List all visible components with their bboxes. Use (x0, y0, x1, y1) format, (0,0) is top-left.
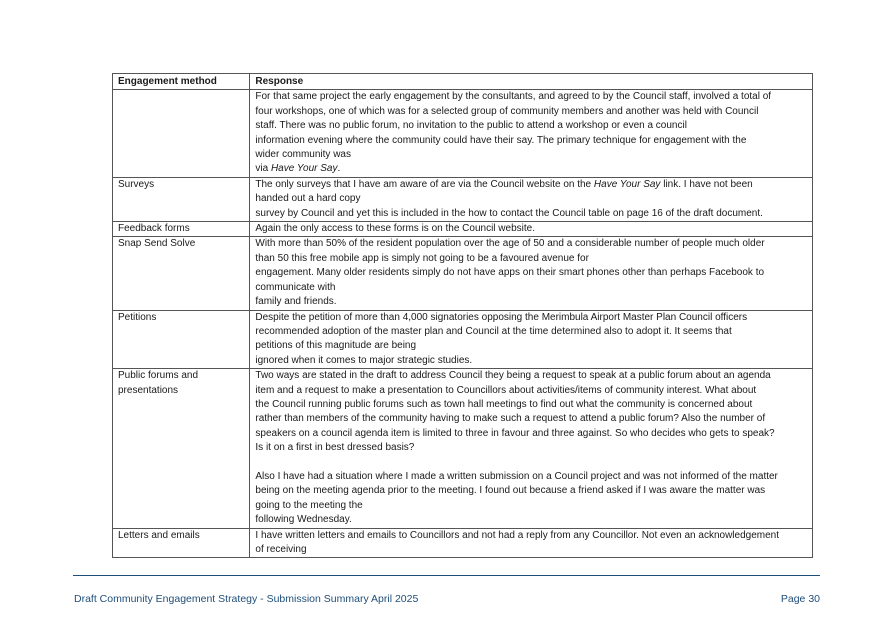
method-line: Petitions (118, 311, 157, 323)
response-line: For that same project the early engagement by the consultants, and agreed to by the Council staff, involved a total of (255, 91, 772, 103)
response-line: Despite the petition of more than 4,000 signatories opposing the Merimbula Airport Master Plan Council officers (255, 311, 748, 323)
engagement-method-cell (113, 310, 250, 369)
response-line: I have written letters and emails to Councillors and not had a reply from any Councillor. Not even an acknowledgement (255, 529, 780, 541)
table-row (113, 310, 813, 369)
response-cell (250, 369, 813, 528)
response-line: handed out a hard copy (255, 193, 361, 205)
response-line: petitions of this magnitude are being (255, 340, 417, 352)
footer-document-title: Draft Community Engagement Strategy - Submission Summary April 2025 (74, 593, 419, 605)
response-line: via Have Your Say. (255, 163, 341, 175)
engagement-method-cell (113, 222, 250, 237)
engagement-method-cell (113, 237, 250, 310)
method-line: Surveys (118, 178, 155, 190)
table-row (113, 177, 813, 221)
method-line (118, 90, 246, 104)
response-line: wider community was (255, 149, 351, 161)
response-line: survey by Council and yet this is included in the how to contact the Council table on page 16 of the draft document. (255, 207, 763, 219)
engagement-method-cell (113, 90, 250, 177)
header-engagement-method: Engagement method (113, 74, 250, 90)
response-line: going to the meeting the (255, 499, 363, 511)
response-line: staff. There was no public forum, no invitation to the public to attend a workshop or even a council (255, 120, 687, 132)
method-line: Public forums and (118, 370, 199, 382)
engagement-method-cell (113, 177, 250, 221)
response-line (255, 456, 809, 470)
response-line: Again the only access to these forms is on the Council website. (255, 223, 535, 235)
table-row (113, 222, 813, 237)
table-body (113, 90, 813, 558)
response-cell (250, 310, 813, 369)
response-line: rather than members of the community having to make such a request to attend a public forum? Also the number of (255, 413, 766, 425)
response-line: The only surveys that I have am aware of are via the Council website on the Have Your Say link. I have not been (255, 178, 753, 190)
response-line: Is it on a first in best dressed basis? (255, 442, 415, 454)
response-line: Also I have had a situation where I made a written submission on a Council project and was not informed of the matter (255, 470, 778, 482)
method-line: presentations (118, 384, 179, 396)
response-cell (250, 528, 813, 558)
response-line: With more than 50% of the resident population over the age of 50 and a considerable number of people much older (255, 238, 765, 250)
response-line: than 50 this free mobile app is simply not going to be a favoured avenue for (255, 252, 589, 264)
method-line: Letters and emails (118, 529, 200, 541)
response-line: communicate with (255, 281, 336, 293)
header-response: Response (250, 74, 813, 90)
response-line: following Wednesday. (255, 514, 352, 526)
response-line: information evening where the community could have their say. The primary technique for engagement with the (255, 134, 747, 146)
response-cell (250, 90, 813, 177)
response-line: ignored when it comes to major strategic studies. (255, 354, 473, 366)
engagement-method-cell (113, 528, 250, 558)
method-line: Snap Send Solve (118, 238, 196, 250)
method-line: Feedback forms (118, 223, 190, 235)
table-row (113, 237, 813, 310)
engagement-method-cell (113, 369, 250, 528)
table-row (113, 369, 813, 528)
footer-page-number: Page 30 (780, 593, 820, 605)
response-line: speakers on a council agenda item is limited to three in favour and three against. So who decides who gets to speak? (255, 427, 775, 439)
response-line: item and a request to make a presentation to Councillors about activities/items of community interest. What about (255, 384, 757, 396)
response-line: Two ways are stated in the draft to address Council they being a request to speak at a public forum about an agenda (255, 370, 771, 382)
response-line: being on the meeting agenda prior to the meeting. I found out because a friend asked if I was aware the matter was (255, 485, 766, 497)
footer-divider (73, 575, 820, 576)
response-cell (250, 237, 813, 310)
response-cell (250, 222, 813, 237)
response-line: family and friends. (255, 296, 337, 308)
response-line: engagement. Many older residents simply do not have apps on their smart phones other than perhaps Facebook to (255, 267, 765, 279)
response-line: the Council running public forums such as town hall meetings to find out what the community is concerned about (255, 398, 753, 410)
engagement-table (112, 73, 813, 558)
response-line: recommended adoption of the master plan and Council at the time determined also to adopt it. It seems that (255, 325, 732, 337)
response-cell (250, 177, 813, 221)
response-line: of receiving (255, 543, 307, 555)
table-row (113, 528, 813, 558)
table-header-row (113, 74, 813, 90)
response-line: four workshops, one of which was for a selected group of community members and another was held with Council (255, 105, 759, 117)
table-row (113, 90, 813, 177)
